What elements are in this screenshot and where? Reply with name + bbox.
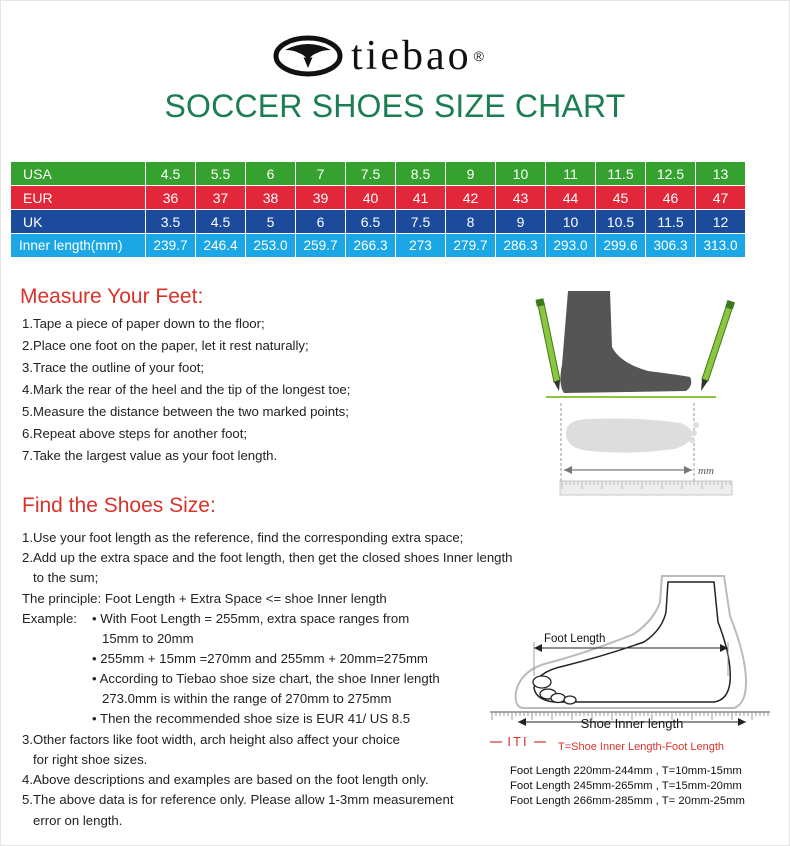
row-label: USA xyxy=(11,162,146,186)
mm-unit-label: mm xyxy=(698,465,714,477)
table-cell: 259.7 xyxy=(296,234,346,258)
table-cell: 13 xyxy=(696,162,746,186)
example-text: 273.0mm is within the range of 270mm to 275mm xyxy=(102,691,392,706)
table-cell: 12.5 xyxy=(646,162,696,186)
t-marker-label: ITI xyxy=(507,734,529,749)
table-cell: 45 xyxy=(596,186,646,210)
brand-name: tiebao xyxy=(351,33,472,79)
formula-label: T=Shoe Inner Length-Foot Length xyxy=(558,741,725,753)
size-table xyxy=(10,161,746,258)
footprint-icon xyxy=(566,419,692,453)
measure-step: 7.Take the largest value as your foot length. xyxy=(22,448,278,463)
table-row-usa xyxy=(11,162,746,186)
table-row-inner-length xyxy=(11,234,746,258)
table-cell: 47 xyxy=(696,186,746,210)
example-bullet: • With Foot Length = 255mm, extra space ranges from xyxy=(92,611,410,626)
table-cell: 12 xyxy=(696,210,746,234)
principle-line: The principle: Foot Length + Extra Space <= shoe Inner length xyxy=(22,591,387,606)
foot-length-label: Foot Length xyxy=(544,633,606,645)
find-line: 1.Use your foot length as the reference, find the corresponding extra space; xyxy=(22,530,464,545)
table-cell: 5 xyxy=(246,210,296,234)
table-cell: 246.4 xyxy=(196,234,246,258)
measure-heading: Measure Your Feet: xyxy=(20,285,204,308)
page-title: SOCCER SHOES SIZE CHART xyxy=(164,88,626,124)
table-cell: 7.5 xyxy=(396,210,446,234)
table-cell: 7.5 xyxy=(346,162,396,186)
table-cell: 306.3 xyxy=(646,234,696,258)
measure-step: 3.Trace the outline of your foot; xyxy=(22,360,205,375)
extra-space-note: Foot Length 245mm-265mm , T=15mm-20mm xyxy=(510,780,742,792)
foot-side-view-icon xyxy=(560,291,691,393)
find-heading: Find the Shoes Size: xyxy=(22,494,216,517)
example-bullet: • 255mm + 15mm =270mm and 255mm + 20mm=275mm xyxy=(92,651,428,666)
example-bullet: • According to Tiebao shoe size chart, the shoe Inner length xyxy=(92,671,440,686)
example-text: 15mm to 20mm xyxy=(102,631,194,646)
table-cell: 11 xyxy=(546,162,596,186)
table-row-eur xyxy=(11,186,746,210)
table-cell: 6 xyxy=(246,162,296,186)
table-cell: 40 xyxy=(346,186,396,210)
shoe-inner-length-illustration xyxy=(484,572,780,762)
measure-step: 5.Measure the distance between the two marked points; xyxy=(22,404,349,419)
example-bullet: • Then the recommended shoe size is EUR 41/ US 8.5 xyxy=(92,711,411,726)
table-cell: 9 xyxy=(496,210,546,234)
find-line: 2.Add up the extra space and the foot length, then get the closed shoes Inner length xyxy=(22,550,513,565)
measure-step: 2.Place one foot on the paper, let it rest naturally; xyxy=(22,338,309,353)
table-cell: 299.6 xyxy=(596,234,646,258)
find-line: for right shoe sizes. xyxy=(33,752,148,767)
table-cell: 9 xyxy=(446,162,496,186)
table-cell: 4.5 xyxy=(196,210,246,234)
table-cell: 39 xyxy=(296,186,346,210)
table-cell: 5.5 xyxy=(196,162,246,186)
table-cell: 266.3 xyxy=(346,234,396,258)
row-label: UK xyxy=(11,210,146,234)
table-row-uk xyxy=(11,210,746,234)
measure-step: 6.Repeat above steps for another foot; xyxy=(22,426,248,441)
table-cell: 293.0 xyxy=(546,234,596,258)
extra-space-note: Foot Length 266mm-285mm , T= 20mm-25mm xyxy=(510,795,745,807)
table-cell: 42 xyxy=(446,186,496,210)
table-cell: 10 xyxy=(496,162,546,186)
table-cell: 253.0 xyxy=(246,234,296,258)
brand-emblem-icon xyxy=(273,34,343,78)
table-cell: 239.7 xyxy=(146,234,196,258)
find-line: error on length. xyxy=(33,813,123,828)
table-cell: 11.5 xyxy=(596,162,646,186)
pencil-icon xyxy=(535,298,560,391)
table-cell: 3.5 xyxy=(146,210,196,234)
brand-registered-mark: ® xyxy=(473,48,484,64)
table-cell: 41 xyxy=(396,186,446,210)
measure-step: 1.Tape a piece of paper down to the floor; xyxy=(22,316,265,331)
table-cell: 36 xyxy=(146,186,196,210)
table-cell: 273 xyxy=(396,234,446,258)
table-cell: 8.5 xyxy=(396,162,446,186)
brand-logo xyxy=(273,33,484,79)
example-text: 255mm + 15mm =270mm and 255mm + 20mm=275mm xyxy=(100,651,428,666)
table-cell: 313.0 xyxy=(696,234,746,258)
table-cell: 6 xyxy=(296,210,346,234)
table-cell: 46 xyxy=(646,186,696,210)
table-cell: 10 xyxy=(546,210,596,234)
table-cell: 7 xyxy=(296,162,346,186)
table-cell: 8 xyxy=(446,210,496,234)
pencil-icon xyxy=(701,300,735,391)
example-label: Example: xyxy=(22,611,77,626)
table-cell: 43 xyxy=(496,186,546,210)
extra-space-note: Foot Length 220mm-244mm , T=10mm-15mm xyxy=(510,765,742,777)
find-line: 5.The above data is for reference only. Please allow 1-3mm measurement xyxy=(22,792,454,807)
table-cell: 38 xyxy=(246,186,296,210)
example-text: With Foot Length = 255mm, extra space ranges from xyxy=(100,611,410,626)
row-label: EUR xyxy=(11,186,146,210)
find-line: 4.Above descriptions and examples are based on the foot length only. xyxy=(22,772,429,787)
foot-measure-illustration xyxy=(530,285,750,510)
find-line: to the sum; xyxy=(33,570,99,585)
measure-step: 4.Mark the rear of the heel and the tip of the longest toe; xyxy=(22,382,351,397)
table-cell: 279.7 xyxy=(446,234,496,258)
table-cell: 37 xyxy=(196,186,246,210)
table-cell: 11.5 xyxy=(646,210,696,234)
find-line: 3.Other factors like foot width, arch height also affect your choice xyxy=(22,732,400,747)
table-cell: 6.5 xyxy=(346,210,396,234)
example-text: Then the recommended shoe size is EUR 41/ US 8.5 xyxy=(100,711,411,726)
shoe-inner-length-label: Shoe Inner length xyxy=(580,716,684,731)
example-text: According to Tiebao shoe size chart, the shoe Inner length xyxy=(99,671,440,686)
table-cell: 4.5 xyxy=(146,162,196,186)
table-cell: 286.3 xyxy=(496,234,546,258)
table-cell: 44 xyxy=(546,186,596,210)
row-label: Inner length(mm) xyxy=(11,234,146,258)
table-cell: 10.5 xyxy=(596,210,646,234)
